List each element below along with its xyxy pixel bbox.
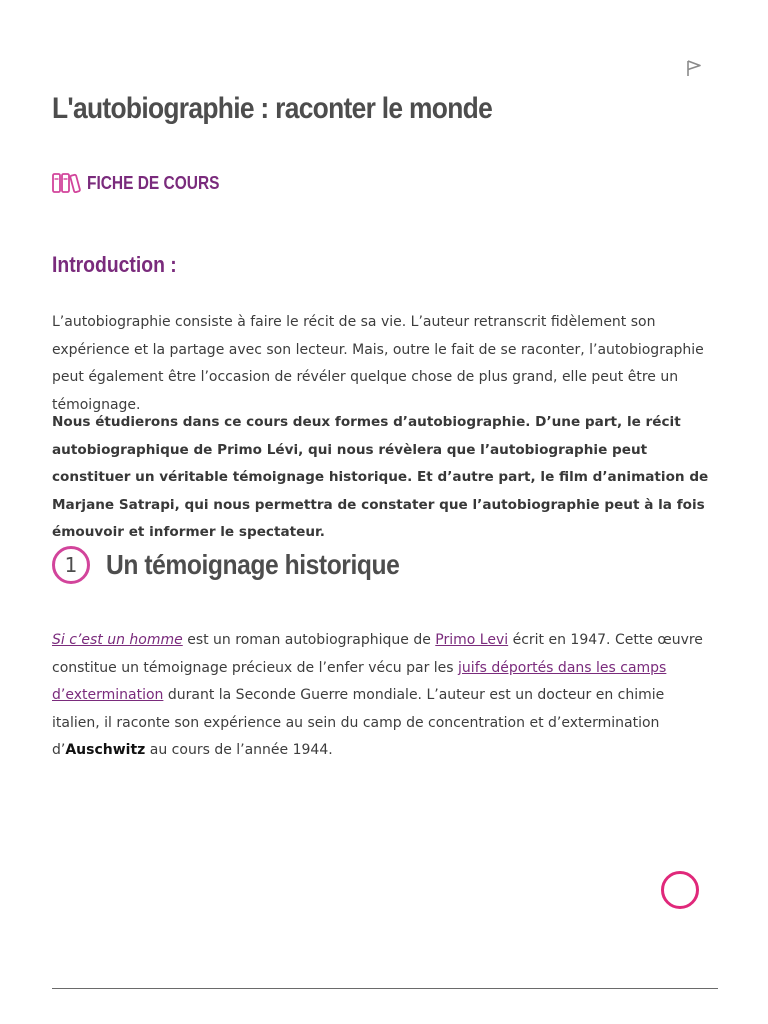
auschwitz-term: Auschwitz	[65, 742, 146, 758]
paragraph-text: durant la Seconde Guerre mondiale. L’auteur est un docteur en chimie italien, il raconte son expérience au sein du camp de concentration et d’extermination d’	[52, 687, 665, 758]
section-number-badge: 1	[52, 546, 90, 584]
camps-link[interactable]: juifs déportés dans les camps d’extermination	[52, 659, 667, 703]
author-link[interactable]: Primo Levi	[435, 632, 509, 648]
flag-icon	[684, 58, 704, 78]
book-link[interactable]: Si c’est un homme	[52, 632, 183, 648]
floating-circle-button[interactable]	[661, 871, 699, 909]
course-type-badge	[52, 172, 241, 194]
report-flag-button[interactable]	[684, 58, 704, 78]
intro-summary-paragraph: Nous étudierons dans ce cours deux formes d’autobiographie. D’une part, le récit autobiographique de Primo Lévi, qui nous révèlera que l’autobiographie peut constituer un véritable témoignage historique. Et d’autre part, le film d’animation de Marjane Satrapi, qui nous permettra de constater que l’autobiographie peut à la fois émouvoir et informer le spectateur.	[52, 414, 709, 540]
intro-heading: Introduction :	[52, 252, 177, 277]
footer-divider	[52, 988, 718, 989]
section-heading	[52, 546, 439, 584]
intro-paragraph: L’autobiographie consiste à faire le récit de sa vie. L’auteur retranscrit fidèlement son expérience et la partage avec son lecteur. Mais, outre le fait de se raconter, l’autobiographie peut également être l’occasion de révéler quelque chose de plus grand, elle peut être un témoignage.	[52, 314, 704, 413]
paragraph-text: écrit en 1947. Cette œuvre constitue un témoignage précieux de l’enfer vécu par les	[52, 632, 703, 676]
books-icon	[52, 172, 82, 194]
page-title: L'autobiographie : raconter le monde	[52, 92, 493, 125]
paragraph-text: au cours de l’année 1944.	[145, 742, 333, 758]
paragraph-text: est un roman autobiographique de	[182, 632, 436, 648]
section-title: Un témoignage historique	[106, 549, 400, 580]
section-paragraph	[52, 627, 716, 765]
course-type-label: FICHE DE COURS	[87, 172, 220, 193]
